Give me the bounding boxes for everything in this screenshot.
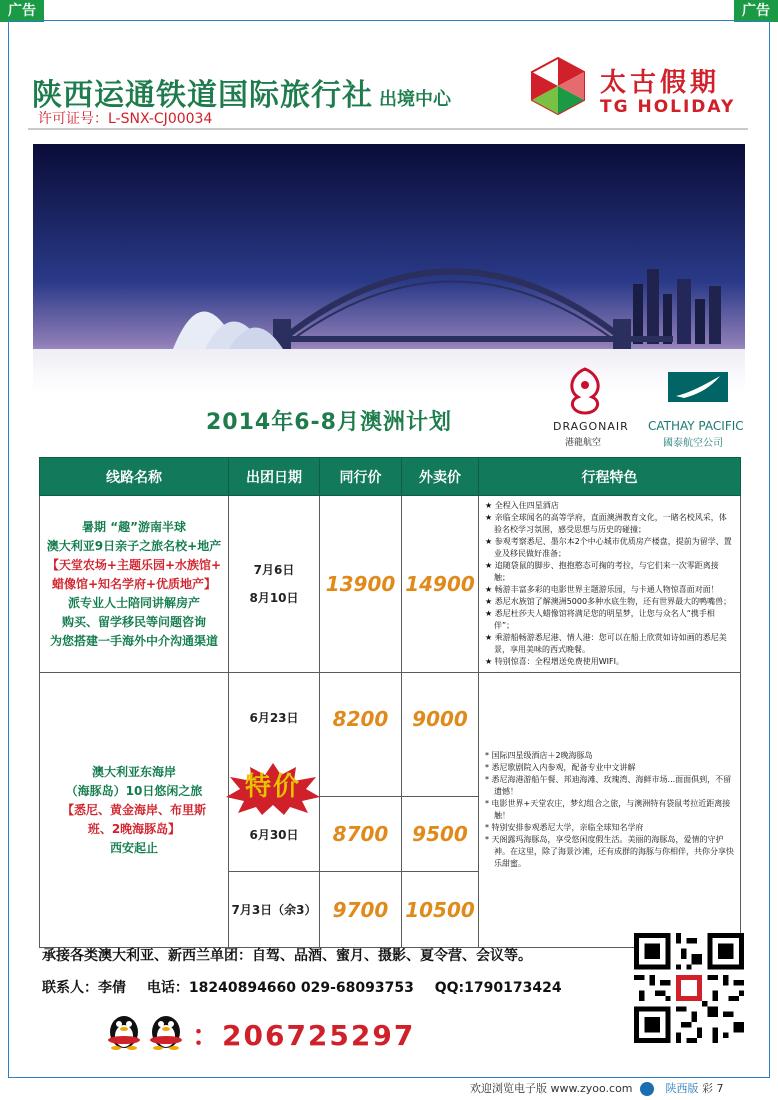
route-1-line: 澳大利亚9日亲子之旅名校+地产 [46,538,222,553]
route-2-line: 西安起止 [109,840,158,855]
table-row-route-2a [40,673,741,797]
route-2-name [40,673,229,948]
feature-item: ★ 特别惊喜：全程增送免费使用WIFI。 [485,656,734,668]
special-offer-label: 特价 [244,772,301,802]
ad-tag-right: 广告 [734,0,778,22]
header-departure-date: 出团日期 [229,458,320,496]
feature-item: * 特别安排参观悉尼大学，亲临全球知名学府 [485,822,734,834]
feature-item: * 悉尼海港游船午餐、邦迪海滩、玫瑰湾、海鲜市场...面面俱到，不留遗憾！ [485,774,734,798]
route-2-date: 6月30日 [229,797,320,872]
dragonair-logo-icon [560,365,610,417]
route-1-retail-price: 14900 [402,496,479,673]
qq-penguin-icon [146,1010,186,1050]
qr-code-icon [634,933,744,1043]
plan-title: 2014年6-8月澳洲计划 [206,410,452,435]
page-footer [470,1080,724,1096]
header-retail-price: 外卖价 [402,458,479,496]
footer-page: 彩 7 [702,1082,724,1095]
header-route-name: 线路名称 [40,458,229,496]
contact-phone: 电话：18240894660 029-68093753 [146,980,414,996]
cathay-pacific-name: CATHAY PACIFIC [648,419,744,433]
route-1-date: 7月6日 [253,563,295,577]
route-1-line: 购买、留学移民等问题咨询 [61,614,206,629]
feature-item: ★ 亲临全球闻名的高等学府，直面澳洲教育文化，一睹名校风采，体验名校学习氛围，感受思想与历史的碰撞； [485,512,734,536]
sydney-harbour-banner [33,144,745,394]
header-itinerary-features: 行程特色 [479,458,741,496]
route-2-date: 7月3日（余3） [229,872,320,948]
cathay-pacific-name-cn: 國泰航空公司 [663,438,723,449]
route-1-dates [229,496,320,673]
feature-item: * 电影世界+天堂农庄，梦幻组合之旅，与澳洲特有袋鼠考拉近距离接触！ [485,798,734,822]
contact-qq: QQ:1790173424 [434,980,562,996]
itinerary-table [39,457,741,948]
feature-item: ★ 畅游丰富多彩的电影世界主题游乐园，与卡通人物惊喜面对面！ [485,584,734,596]
header-peer-price: 同行价 [320,458,402,496]
feature-item: * 天阁露玛海豚岛，享受悠闲度假生活。美丽的海豚岛，爱情的守护神。在这里，除了海景沙滩，还有成群的海豚与你相伴，共你分享快乐甜蜜。 [485,834,734,870]
route-2-peer-price: 8200 [320,673,402,797]
route-1-line: 蜡像馆+知名学府+优质地产】 [51,576,217,591]
footer-edition: 陕西版 [665,1082,699,1095]
license-number: 许可证号：L-SNX-CJ00034 [38,111,213,127]
services-line: 承接各类澳大利亚、新西兰单团：自驾、品酒、蜜月、摄影、夏令营、会议等。 [42,948,532,964]
ad-tag-left: 广告 [0,0,44,22]
route-2-line: 【悉尼、黄金海岸、布里斯 [61,802,206,817]
table-row-route-1 [40,496,741,673]
route-2-line: （海豚岛）10日悠闲之旅 [65,783,203,798]
table-header-row [40,458,741,496]
agency-name: 陕西运通铁道国际旅行社 [32,78,373,113]
route-2-date: 6月23日 [229,673,320,797]
header-divider [28,128,748,130]
footer-text: 欢迎浏览电子版 www.zyoo.com [470,1082,633,1095]
feature-item: * 国际四星级酒店＋2晚海豚岛 [485,750,734,762]
cathay-pacific-logo-icon [668,372,728,402]
feature-item: ★ 全程入住四星酒店 [485,500,734,512]
route-2-peer-price: 8700 [320,797,402,872]
agency-sub: 出境中心 [379,89,451,110]
feature-item: ★ 悉尼杜莎夫人蜡像馆将满足您的明星梦，让您与众名人“携手相伴”； [485,608,734,632]
brand-name-cn: 太古假期 [600,68,721,98]
brand-name-en: TG HOLIDAY [600,97,736,117]
feature-item: ★ 乘游船畅游悉尼港、情人港：您可以在船上欣赏如诗如画的悉尼美景，享用美味的西式晚餐。 [485,632,734,656]
route-1-features [479,496,741,673]
route-1-line: 暑期 “趣”游南半球 [82,519,186,534]
edition-icon [640,1082,654,1096]
route-2-retail-price: 10500 [402,872,479,948]
qq-group-number: ：206725297 [192,1019,416,1052]
route-1-name [40,496,229,673]
route-2-retail-price: 9500 [402,797,479,872]
feature-item: ★ 追随袋鼠的脚步、抱抱憨态可掬的考拉，与它们来一次零距离接触； [485,560,734,584]
route-1-line: 为您搭建一手海外中介沟通渠道 [49,633,218,648]
feature-item: ★ 悉尼水族馆了解澳洲5000多种水底生物，还有世界最大的鸭嘴兽； [485,596,734,608]
route-2-line: 澳大利亚东海岸 [91,764,176,779]
dragonair-name-cn: 港龍航空 [565,438,602,448]
dragonair-name: DRAGONAIR [553,420,629,433]
route-2-peer-price: 9700 [320,872,402,948]
route-1-peer-price: 13900 [320,496,402,673]
route-1-line: 【天堂农场+主题乐园+水族馆+ [46,557,222,572]
route-1-date: 8月10日 [249,591,299,605]
contact-person: 联系人：李倩 [42,980,126,996]
tg-holiday-logo-icon [528,56,588,116]
route-1-line: 派专业人士陪同讲解房产 [67,595,200,610]
contact-line [42,977,578,997]
feature-item: * 悉尼歌剧院入内参观，配备专业中文讲解 [485,762,734,774]
qq-penguin-icon [104,1010,144,1050]
feature-item: ★ 参观考察悉尼、墨尔本2个中心城市优质房产楼盘，提前为留学、置业及移民做好准备； [485,536,734,560]
route-2-retail-price: 9000 [402,673,479,797]
route-2-line: 班、2晚海豚岛】 [87,821,181,836]
route-2-features [479,673,741,948]
